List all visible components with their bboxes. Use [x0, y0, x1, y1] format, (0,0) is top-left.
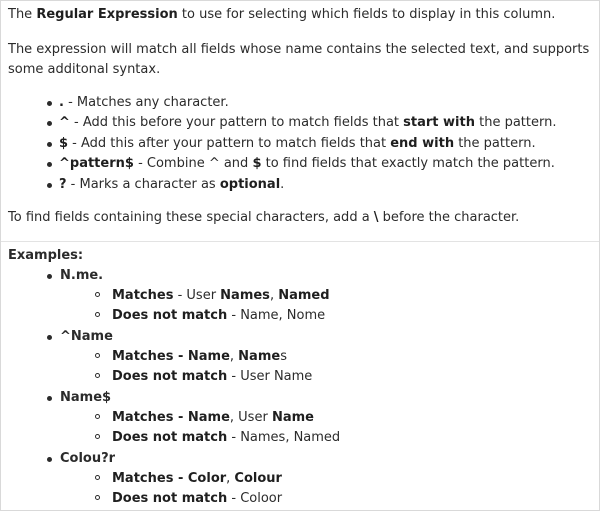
example-no-match: Does not match - Names, Named: [112, 428, 340, 448]
examples-section: [1, 242, 599, 510]
example-pattern: N.me.: [60, 266, 103, 286]
description-text: The expression will match all fields whose name contains the selected text, and supports some additonal syntax.: [8, 42, 590, 77]
example-item: [1, 266, 599, 327]
description-section: [1, 1, 599, 241]
example-item: [1, 388, 599, 449]
intro-text: The Regular Expression to use for selecting which fields to display in this column.: [8, 7, 556, 22]
syntax-item-start: ^ - Add this before your pattern to match fields that start with the pattern.: [1, 113, 556, 133]
example-no-match: Does not match - Name, Nome: [112, 306, 325, 326]
examples-title: Examples:: [8, 248, 84, 263]
example-item: [1, 449, 599, 510]
example-matches: Matches - Name, User Name: [112, 408, 314, 428]
example-matches: Matches - Color, Colour: [112, 469, 282, 489]
syntax-item-exact: ^pattern$ - Combine ^ and $ to find fields that exactly match the pattern.: [1, 154, 556, 174]
example-item: [1, 327, 599, 388]
syntax-list: [1, 93, 556, 195]
example-matches: Matches - Name, Names: [112, 347, 287, 367]
example-pattern: Name$: [60, 388, 111, 408]
syntax-item-end: $ - Add this after your pattern to match fields that end with the pattern.: [1, 134, 556, 154]
syntax-item-optional: ? - Marks a character as optional.: [1, 175, 556, 195]
example-no-match: Does not match - User Name: [112, 367, 312, 387]
example-pattern: ^Name: [60, 327, 113, 347]
example-matches: Matches - User Names, Named: [112, 286, 330, 306]
example-pattern: Colou?r: [60, 449, 115, 469]
special-characters-note: To find fields containing these special characters, add a \ before the character.: [8, 210, 520, 225]
syntax-item-any-char: . - Matches any character.: [1, 93, 556, 113]
example-no-match: Does not match - Coloor: [112, 489, 282, 509]
